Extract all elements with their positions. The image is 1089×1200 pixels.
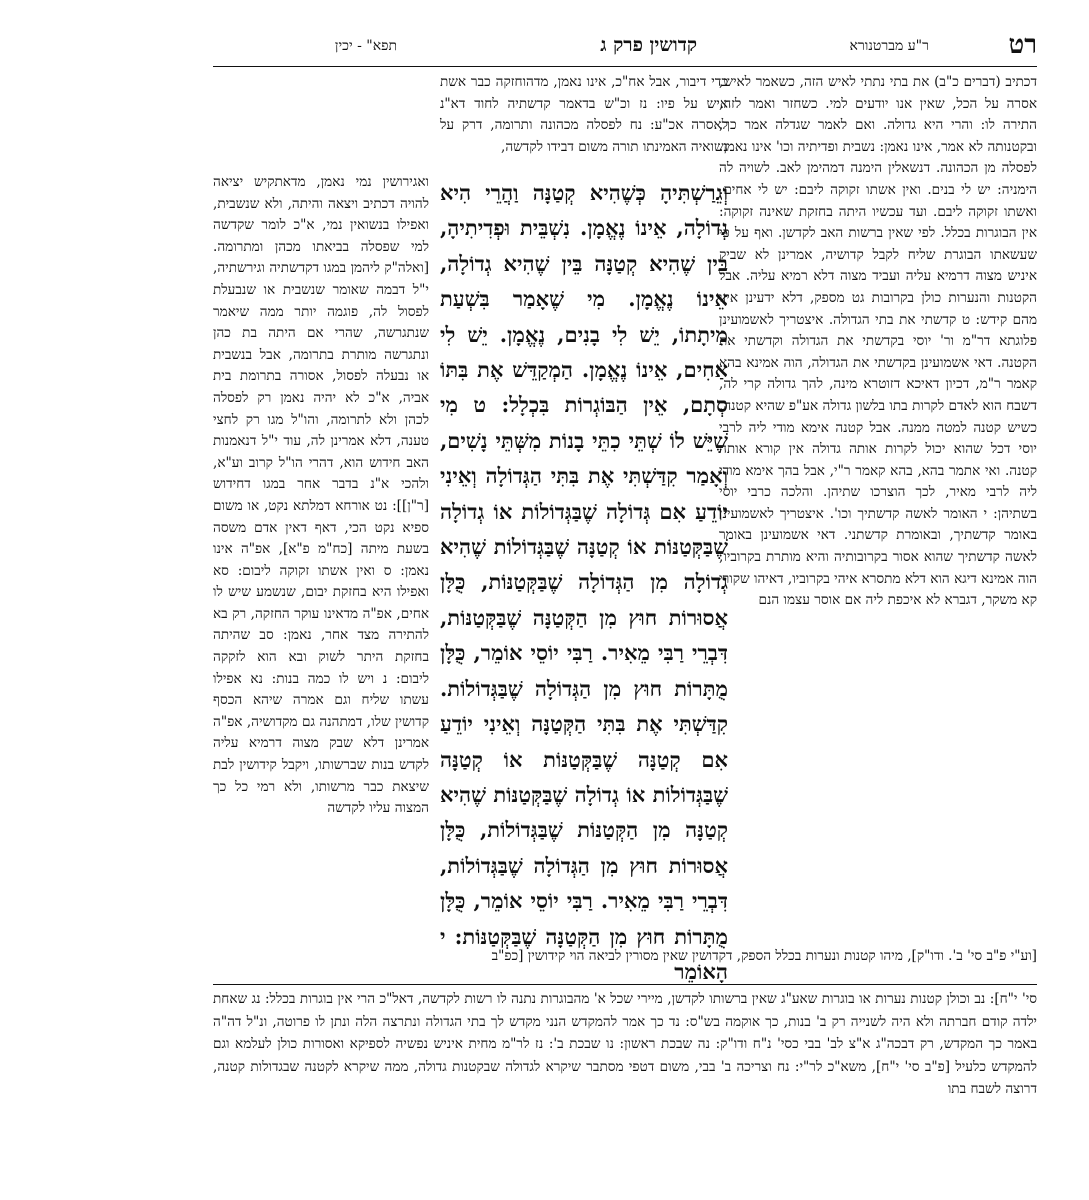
mishna-text: וְגֵרַשְׁתִּיהָ כְּשֶׁהִיא קְטַנָּה וַהֲרֵי הִיא גְדוֹלָה, אֵינוֹ נֶאֱמָן. נִשְׁבֵּית וּפְדִיתִיהָ, בֵּין שֶׁהִיא קְטַנָּה בֵּין שֶׁהִיא גְדוֹלָה, אֵינוֹ נֶאֱמָן. מִי שֶׁאָמַר בִּשְׁעַת מִיתָתוֹ, יֵשׁ לִי בָנִים, נֶאֱמָן. יֵשׁ לִי אַחִים, אֵינוֹ נֶאֱמָן. הַמְקַדֵּשׁ אֶת בִּתּוֹ סְתָם, אֵין הַבּוֹגְרוֹת בִּכְלָל: ט מִי שֶׁיֵּשׁ לוֹ שְׁתֵּי כִתֵּי בָנוֹת מִשְּׁתֵּי נָשִׁים, וְאָמַר קִדַּשְׁתִּי אֶת בִּתִּי הַגְּדוֹלָה וְאֵינִי יוֹדֵעַ אִם גְּדוֹלָה שֶׁבַּגְּדוֹלוֹת אוֹ גְדוֹלָה שֶׁבַּקְּטַנּוֹת אוֹ קְטַנָּה שֶׁבַּגְּדוֹלוֹת שֶׁהִיא גְדוֹלָה מִן הַגְּדוֹלָה שֶׁבַּקְּטַנּוֹת, כֻּלָּן אֲסוּרוֹת חוּץ מִן הַקְּטַנָּה שֶׁבַּקְּטַנּוֹת, דִּבְרֵי רַבִּי מֵאִיר. רַבִּי יוֹסֵי אוֹמֵר, כֻּלָּן מֻתָּרוֹת חוּץ מִן הַגְּדוֹלָה שֶׁבַּגְּדוֹלוֹת. קִדַּשְׁתִּי אֶת בִּתִּי הַקְּטַנָּה וְאֵינִי יוֹדֵעַ אִם קְטַנָּה שֶׁבַּקְּטַנּוֹת אוֹ קְטַנָּה שֶׁבַּגְּדוֹלוֹת אוֹ גְדוֹלָה שֶׁבַּקְּטַנּוֹת שֶׁהִיא קְטַנָּה מִן הַקְּטַנּוֹת שֶׁבַּגְּדוֹלוֹת, כֻּלָּן אֲסוּרוֹת חוּץ מִן הַגְּדוֹלָה שֶׁבַּגְּדוֹלוֹת, דִּבְרֵי רַבִּי מֵאִיר. רַבִּי יוֹסֵי אוֹמֵר, כֻּלָּן מֻתָּרוֹת חוּץ מִן הַקְּטַנָּה שֶׁבַּקְּטַנּוֹת: י הָאוֹמֵר [440, 180, 728, 984]
yachin-commentary-top: כדי דיבור, אבל אח"כ, אינו נאמן, מדהוחזקה כבר אשת איש על פיו: נז וכ"ש בדאמר קדשתיה לחוד דא"נ לאסרה אכ"ע: נח לפסלה מכהונה ותרומה, דרק על נשואיה האמינתו תורה משום דבידו לקדשה, [440, 74, 728, 155]
page-header [210, 30, 1037, 62]
header-rule [213, 66, 1037, 67]
page-number: רט [1008, 30, 1037, 60]
footnote-rule [213, 984, 1037, 985]
yachin-commentary-body: ואגירושין נמי נאמן, מדאתקיש יציאה להויה דכתיב ויצאה והיתה, ולא שנשבית, ואפילו בנשואין נמי, א"כ לומר שקדשה למי שפסלה בביאתו מכהן ומתרומה. [ואלה"ק ליהמן במגו דקדשתיה וגירשתיה, י"ל דבמה שאומר שנשבית או שנבעלת לפסול לה, פוגמה יותר ממה שיאמר שנתגרשה, שהרי אם היתה בת כהן ונתגרשה מותרת בתרומה, אבל בנשבית או נבעלה לפסול, אסורה בתרומת בית אביה, א"כ לא יהיה נאמן רק לפסלה לכהן ולא לתרומה, והו"ל מגו רק לחצי טענה, דלא אמרינן לה, עוד י"ל דנאמנות האב חידוש הוא, דהרי הו"ל קרוב וע"א, ולהכי א"נ בדבר אחר במגו דחידוש [ר"ן]]: נט אורחא דמלתא נקט, או משום ספיא נקט הכי, דאף דאין אדם משסה בשעת מיתה [כח"מ פ"א], אפ"ה אינו נאמן: ס ואין אשתו זקוקה ליבום: סא ואפילו היא בחזקת יבום, שנשמע שיש לו אחים, אפ"ה מדאינו עוקר החזקה, רק בא להתירה מצד אחר, נאמן: סב שהיתה בחזקת היתר לשוק ובא הוא לזקקה ליבום: נ ויש לו כמה בנות: נא אפילו עשתו שליח וגם אמרה שיהא הכסף קדושין שלו, דמתהנה גם מקדושיה, אפ"ה אמרינן דלא שבק מצוה דרמיא עליה לקדש בנות שברשותו, ויקבל קידושין לבת שיצאת כבר מרשותו, ולא רמי כל כך המצוה עליו לקדשה [213, 174, 429, 817]
commentary-author: ר"ע מברטנורא [849, 38, 929, 54]
yachin-commentary [213, 72, 429, 946]
tractate-chapter: קדושין פרק ג [600, 34, 697, 56]
commentary-range: תפא" - יכין [334, 38, 397, 54]
footnotes: סי' י"ח]: נב וכולן קטנות נערות או בוגרות שאע"ג שאין ברשותו לקדשן, מיירי שכל א' מהבוגרות נתנה לו רשות לקדשה, דאל"כ הרי אין בוגרות בכלל: נג שאחת ילדה קודם חברתה ולא היה לשנייה רק ב' בנות, כך אוקמה בש"ס: נד כך אמר להמקדש הנני מקדש לך בתי הגדולה ונתרצה הלה ונתן לו פרוטה, ונ"ל דה"ה באמר כך המקדש, רק דבכה"ג א"צ לב' בבי כסי' נ"ח ודו"ק: נה שבכת ראשון: נו שבכת ב': נז לר"מ מחית איניש נפשיה לספיקא ואסורות כולן לעלמא וגם להמקדש כלעיל [פ"ב סי' י"ח], משא"כ לר"י: נח וצריכה ב' בבי, משום דטפי מסתבר שיקרא לגדולה שבקטנות גדולה, ממה שיקרא לקטנה שבגדולות קטנה, דרוצה לשבח בתו [213, 991, 1037, 1098]
commentary-continuation: [וע"י פ"ב סי' ב'. ודו"ק], מיהו קטנות ונערות בכלל הספק, דקדושין שאין מסורין לביאה הוי קידושין [כפ"ב [491, 948, 1037, 964]
bartenura-commentary: דכתיב (דברים כ"ב) את בתי נתתי לאיש הזה, כשאמר לאיש, אסרה על הכל, שאין אנו יודעים למי. כשחזר ואמר לזה, התירה לו: והרי היא גדולה. ואם לאמר שגדלה אמר כך, ובקטנותה לא אמר, אינו נאמן: נשבית ופדיתיה וכו' אינו נאמן. לפסלה מן הכהונה. דנשאלין הימנה דמהימן לאב. לשויה לה הימניה: יש לי בנים. ואין אשתו זקוקה ליבם: יש לי אחים. ואשתו זקוקה ליבם. ועד עכשיו היתה בחזקת שאינה זקוקה: אין הבוגרות בכלל. לפי שאין ברשות האב לקדשן. ואף על פי שעשאתו הבוגרת שליח לקבל קדושיה, אמרינן לא שביק איניש מצוה דרמיא עליה ועביד מצוה דלא רמיא עליה. אבל הקטנות והנערות כולן בקרובות גט מספק, דלא ידעינן איזו מהם קידש: ט קדשתי את בתי הגדולה. איצטריך לאשמועינן פלוגתא דר"מ ור' יוסי בקדשתי את הגדולה וקדשתי את הקטנה. דאי אשמועינן בקדשתי את הגדולה, הוה אמינא בהא קאמר ר"מ, דכיון דאיכא דזוטרא מינה, להך גדולה קרי לה, דשבח הוא לאדם לקרות בתו בלשון גדולה אע"פ שהיא קטנה, כשיש קטנה למטה ממנה. אבל קטנה אימא מודי ליה לרבי יוסי דכל שהוא יכול לקרות אותה גדולה אין קורא אותה קטנה. ואי אתמר בהא, בהא קאמר ר"י, אבל בהך אימא מודי ליה לרבי מאיר, לכך הוצרכו שתיהן. והלכה כרבי יוסי בשתיהן: י האומר לאשה קדשתיך וכו'. איצטריך לאשמועינן באומר קדשתיך, ובאומרת קדשתני. דאי אשמועינן באומר לאשה קדשתיך שהוא אסור בקרובותיה והיא מותרת בקרוביו, הוה אמינא דיגא הוא דלא מתסרא איהי בקרוביו, דאיהו שקורי קא משקר, דגברא לא איכפת ליה אם אוסר עצמו הנם [719, 74, 1037, 609]
